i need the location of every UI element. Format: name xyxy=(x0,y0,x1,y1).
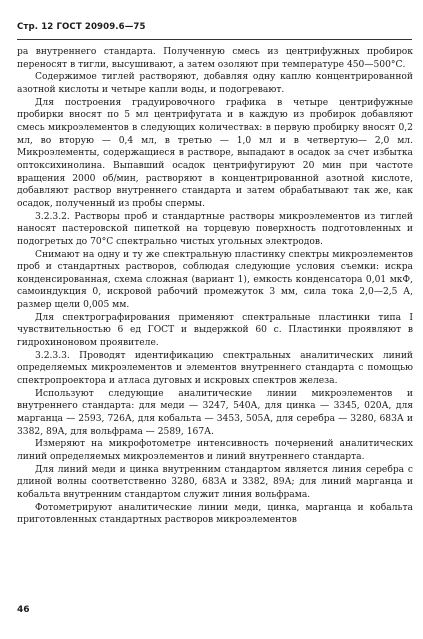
paragraph: Измеряют на микрофотометре интенсивность почернений аналитических линий определяемых микроэлементов и линий внутреннего стандарта. xyxy=(17,439,413,462)
paragraph: Используют следующие аналитические линии микроэлементов и внутреннего стандарта: для меди — 3247, 540А, для цинка — 3345, 020А, для марганца — 2593, 726А, для кобальта — 3453, 505А, для серебра — 3280, 683А и 3382, 89А, для вольфрама — 2589, 167А. xyxy=(17,388,413,437)
paragraph: Для построения градуировочного графика в четыре центрифужные пробирки вносят по 5 мл центрифугата и в каждую из пробирок добавляют смесь микроэлементов в следующих количествах: в первую пробирку вносят 0,2 мл, во вторую — 0,4 мл, в третью — 1,0 мл и в четвертую— 2,0 мл. Микроэлементы, содержащиеся в растворе, выпадают в осадок за счет избытка оптоксихинолина. Выпавший осадок центрифугируют 20 мин при частоте вращения 2000 об/мин, растворяют в концентрированной азотной кислоте, добавляют раствор внутреннего стандарта и затем обрабатывают так же, как осадок, полученный из пробы спермы. xyxy=(17,97,413,209)
paragraph: Фотометрируют аналитические линии меди, цинка, марганца и кобальта приготовленных стандартных растворов микроэлементов xyxy=(17,502,413,526)
document-body xyxy=(17,46,413,527)
paragraph: 3.2.3.2. Растворы проб и стандартные растворы микроэлементов из тиглей наносят пастеровской пипеткой на торцевую поверхность подготовленных и подогретых до 70°С спектрально чистых угольных электродов. xyxy=(17,211,413,247)
paragraph: Для спектрографирования применяют спектральные пластинки типа I чувствительностью 6 ед ГОСТ и выдержкой 60 с. Пластинки проявляют в гидрохиноновом проявителе. xyxy=(17,312,413,349)
header-divider xyxy=(17,39,412,40)
page-header: Стр. 12 ГОСТ 20909.6—75 xyxy=(17,22,146,32)
page-number: 46 xyxy=(17,605,30,615)
paragraph: ра внутреннего стандарта. Полученную смесь из центрифужных пробирок переносят в тигли, высушивают, а затем озоляют при температуре 450—500°С. xyxy=(17,47,413,70)
paragraph: Содержимое тиглей растворяют, добавляя одну каплю концентрированной азотной кислоты и четыре капли воды, и подогревают. xyxy=(17,72,413,95)
paragraph: Снимают на одну и ту же спектральную пластинку спектры микроэлементов проб и стандартных растворов, соблюдая следующие условия съемки: искра конденсированная, схема сложная (вариант 1), емкость конденсатора 0,01 мкФ, самоиндукция 0, искровой рабочий промежуток 3 мм, сила тока 2,0—2,5 А, размер щели 0,005 мм. xyxy=(17,249,413,311)
paragraph: 3.2.3.3. Проводят идентификацию спектральных аналитических линий определяемых микроэлементов и элементов внутреннего стандарта с помощью спектропроектора и атласа дуговых и искровых спектров железа. xyxy=(17,350,413,387)
paragraph: Для линий меди и цинка внутренним стандартом является линия серебра с длиной волны соответственно 3280, 683А и 3382, 89А; для линий марганца и кобальта внутренним стандартом служит линия вольфрама. xyxy=(17,464,413,500)
